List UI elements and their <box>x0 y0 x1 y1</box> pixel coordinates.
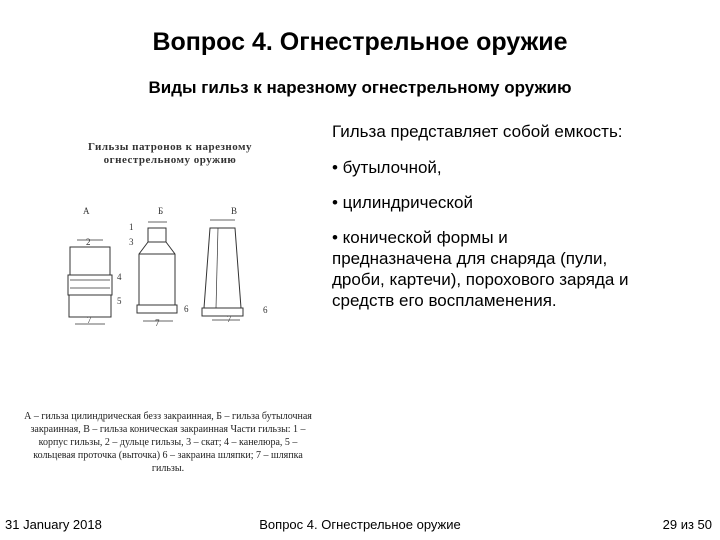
part-number-5: 5 <box>117 296 122 306</box>
part-number-6-c: 6 <box>263 305 268 315</box>
label-b: Б <box>158 206 164 216</box>
list-item: • цилиндрической <box>332 193 473 212</box>
body-text <box>332 121 632 325</box>
figure-title-line-2: огнестрельному оружию <box>103 154 237 166</box>
cartridge-case-drawing <box>55 200 295 335</box>
part-number-4: 4 <box>117 272 122 282</box>
part-number-7-b: 7 <box>155 318 160 328</box>
figure-title <box>60 141 280 167</box>
footer-date: 31 January 2018 <box>5 517 102 532</box>
label-a: А <box>83 206 90 216</box>
slide-subtitle: Виды гильз к нарезному огнестрельному оружию <box>148 78 572 97</box>
part-number-3: 3 <box>129 237 134 247</box>
label-c: В <box>231 206 238 216</box>
part-number-2: 2 <box>86 237 91 247</box>
footer-title: Вопрос 4. Огнестрельное оружие <box>259 517 461 532</box>
part-number-7: 7 <box>87 315 92 325</box>
case-c-conical <box>202 220 243 320</box>
intro-text: Гильза представляет собой емкость: <box>332 122 623 141</box>
part-number-1: 1 <box>129 222 134 232</box>
list-item: • конической формы и предназначена для снаряда (пули, дроби, картечи), порохового заряда и средств его воспламенения. <box>332 228 629 310</box>
part-number-6-b: 6 <box>184 304 189 314</box>
slide-title: Вопрос 4. Огнестрельное оружие <box>152 28 568 56</box>
case-b-bottleneck <box>137 222 177 321</box>
page-number: 29 из 50 <box>662 517 712 532</box>
part-number-7-c: 7 <box>227 314 232 324</box>
list-item: • бутылочной, <box>332 158 442 177</box>
figure-title-line-1: Гильзы патронов к нарезному <box>87 141 253 153</box>
case-a-cylindrical <box>68 240 112 324</box>
figure-caption: А – гильза цилиндрическая безз закраинная, Б – гильза бутылочная закраинная, В – гильза коническая закраинная Части гильзы: 1 – корпус гильзы, 2 – дульце гильзы, 3 – скат; 4 – канелюра, 5 – кольцевая проточка (выточка) 6 – закраина шляпки; 7 – шляпка гильзы. <box>24 411 312 474</box>
